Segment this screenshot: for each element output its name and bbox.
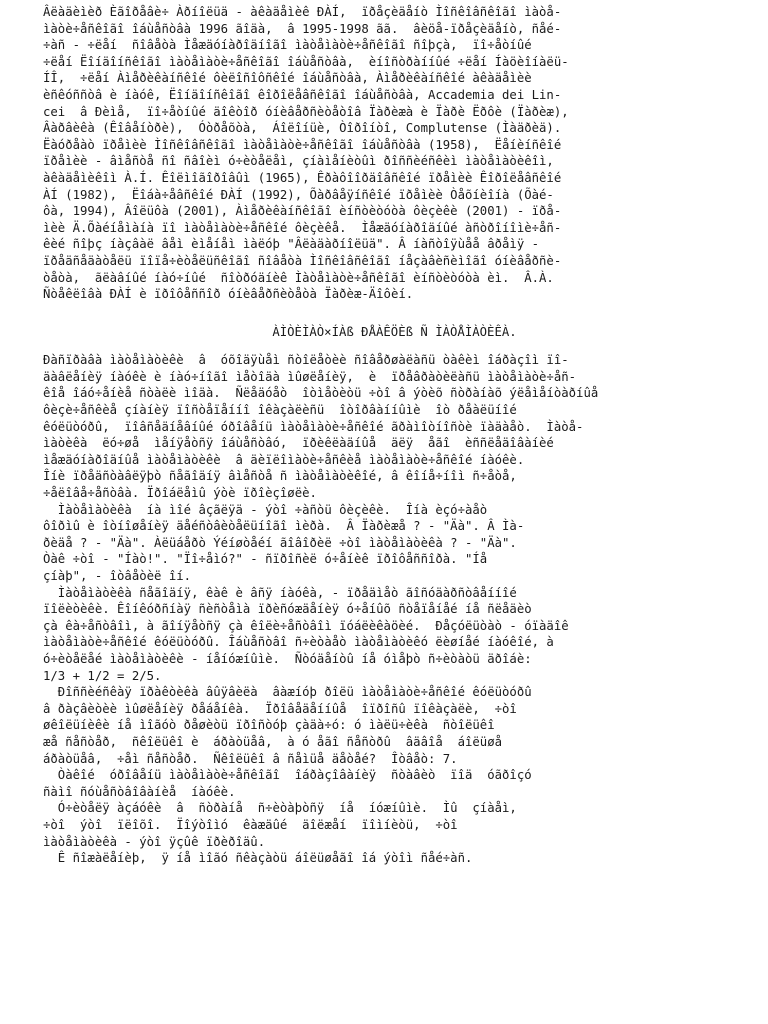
text-line: ðèäå ? - "Äà". Àëüáåðò Ýéíøòåéí ãîâîðèë ÷òî ìàòåìàòèêà ? - "Äà". [43, 535, 517, 550]
text-line: ìèè Ä.Õàéíåìàíà ïî ìàòåìàòè÷åñêîé ôèçèêå. Ìåæäóíàðîäíûé àñòðîíîìè÷åñ- [43, 220, 562, 235]
text-line: Ëàóðåàò ïðåìèè Ìîñêîâñêîãî ìàòåìàòè÷åñêîãî îáùåñòâà (1958), Ëåíèíñêîé [43, 137, 562, 152]
text-line: èñêóññòâ è íàóê, Ëîíäîíñêîãî êîðîëåâñêîãî îáùåñòâà, Accademia dei Lin- [43, 87, 562, 102]
text-line: cei â Ðèìå, ïî÷åòíûé äîêòîð óíèâåðñèòåòîâ Ïàðèæà è Ïàðè Ëðôè (Ïàðèæ), [43, 104, 569, 119]
text-line: 1/3 + 1/2 = 2/5. [43, 668, 162, 683]
text-line: ôîðìû è îòíîøåíèÿ äåéñòâèòåëüíîãî ìèðà. Â Ïàðèæå ? - "Äà". Â Ìà- [43, 519, 525, 534]
body-paragraph-4 [43, 684, 746, 800]
text-line: êóëüòóðû, ïîâñåäíåâíûé óðîâåíü ìàòåìàòè÷åñêîé ãðàìîòíîñòè ïàäàåò. Ìàòå- [43, 419, 584, 434]
text-line: Îíè ïðåäñòàâëÿþò ñåãîäíÿ âìåñòå ñ ìàòåìàòèêîé, â êîíå÷íîì ñ÷åòå, [43, 469, 517, 484]
text-line: Ñòåêëîâà ÐÀÍ è ïðîôåññîð óíèâåðñèòåòà Ïàðèæ-Äîôèí. [43, 287, 414, 302]
text-line: ïðåäñåäàòåëü ïîïå÷èòåëüñêîãî ñîâåòà Ìîñêîâñêîãî íåçàâèñèìîãî óíèâåðñè- [43, 253, 562, 268]
text-line: â ðàçâèòèè ìûøëåíèÿ ðåáåíêà. Ïðîâåäåííûå îïðîñû ïîêàçàëè, ÷òî [43, 701, 517, 716]
body-paragraph-2 [43, 502, 746, 585]
text-line: ìàòåìàòè÷åñêîé êóëüòóðû. Îáùåñòâî ñ÷èòàåò ìàòåìàòèêó ëèøíåé íàóêîé, à [43, 635, 554, 650]
text-line: êîå îáó÷åíèå ñòàëè ìîäà. Ñëåäóåò îòìåòèòü ÷òî â ýòèõ ñòðàíàõ ýëåìåíòàðíûå [43, 386, 599, 401]
text-line: Òàê ÷òî - "Íàò!". "Ïî÷åìó?" - ñïðîñèë ó÷åíèê ïðîôåññîðà. "Íå [43, 552, 488, 567]
text-line: ìàòè÷åñêîãî îáùåñòâà 1996 ãîäà, â 1995-1998 ãã. âèöå-ïðåçèäåíò, ñåé- [43, 21, 562, 36]
intro-paragraph [43, 4, 746, 303]
text-line: Òàêîé óðîâåíü ìàòåìàòè÷åñêîãî îáðàçîâàíèÿ ñòàâèò ïîä óãðîçó [43, 768, 532, 783]
final-line: Ê ñîæàëåíèþ, ÿ íå ìîãó ñêàçàòü áîëüøåãî îá ýòîì ñåé÷àñ. [43, 851, 473, 866]
text-line: ÍÎ, ÷ëåí Àìåðèêàíñêîé ôèëîñîôñêîé îáùåñòâà, Àìåðèêàíñêîé àêàäåìèè [43, 71, 532, 86]
text-line: ÷òî ýòî ïëîõî. Ïîýòîìó êàæäûé äîëæåí ïîìíèòü, ÷òî [43, 817, 458, 832]
text-line: òåòà, ãëàâíûé íàó÷íûé ñîòðóäíèê Ìàòåìàòè÷åñêîãî èíñòèòóòà èì. Â.À. [43, 270, 554, 285]
text-line: Ðàñïðàâà ìàòåìàòèêè â óõîäÿùåì ñòîëåòèè ñîâåðøàëàñü òàêèì îáðàçîì ïî- [43, 353, 569, 368]
text-line: áðàòüåâ, ÷åì ñåñòåð. Ñêîëüêî â ñåìüå äåòåé? Îòâåò: 7. [43, 751, 458, 766]
section-heading: ÀÌÒÈÌÀÒ×ÍÀß ÐÅÀÊÖÈß Ñ ÌÀÒÅÌÀÒÈÊÀ. [272, 324, 517, 339]
text-line: äàâëåíèÿ íàóêè è íàó÷íîãî ìåòîäà ìûøëåíèÿ, è ïðåâðàòèëàñü ìàòåìàòè÷åñ- [43, 369, 577, 384]
text-line: ôèçè÷åñêèå çíàíèÿ ïîñòåïåííî îêàçàëèñü îòîðâàííûìè îò ðåàëüíîé [43, 403, 517, 418]
text-line: Ó÷èòåëÿ àçáóêè â ñòðàíå ñ÷èòàþòñÿ íå íóæíûìè. Ìû çíàåì, [43, 801, 517, 816]
text-line: ïðåìèè - âìåñòå ñî ñâîèì ó÷èòåëåì, çíàìåíèòûì ðîññèéñêèì ìàòåìàòèêîì, [43, 154, 554, 169]
text-line: ôà, 1994), Âîëüôà (2001), Àìåðèêàíñêîãî èíñòèòóòà ôèçèêè (2001) - ïðå- [43, 204, 562, 219]
text-line: øêîëüíèêè íå ìîãóò ðåøèòü ïðîñòóþ çàäà÷ó: ó ìàëü÷èêà ñòîëüêî [43, 718, 495, 733]
text-line: ïîëèòèêè. Êîíêóðñíàÿ ñèñòåìà ïðèñóæäåíèÿ ó÷åíûõ ñòåïåíåé íå ñëåäèò [43, 602, 532, 617]
text-line: Âëàäèìèð Èãîðåâè÷ Àðíîëüä - àêàäåìèê ÐÀÍ, ïðåçèäåíò Ìîñêîâñêîãî ìàòå- [43, 5, 562, 19]
text-line: ÷àñ - ÷ëåí ñîâåòà Ìåæäóíàðîäíîãî ìàòåìàòè÷åñêîãî ñîþçà, ïî÷åòíûé [43, 38, 532, 53]
paragraph-gap [43, 303, 746, 320]
body-paragraph-5 [43, 800, 746, 850]
text-line: ÷åëîâå÷åñòâà. Ïðîáëåìû ýòè ïðîèçîøëè. [43, 486, 317, 501]
text-line: ó÷èòåëåé ìàòåìàòèêè - íåíóæíûìè. Ñòóäåíòû íå óìåþò ñ÷èòàòü äðîáè: [43, 651, 532, 666]
text-line: çà êà÷åñòâîì, à ãîíÿåòñÿ çà êîëè÷åñòâîì ïóáëèêàöèé. Ðåçóëüòàò - óïàäîê [43, 618, 569, 633]
text-line: Ìàòåìàòèêà ñåãîäíÿ, êàê è âñÿ íàóêà, - ïðåäìåò ãîñóäàðñòâåííîé [43, 585, 517, 600]
body-paragraph-1 [43, 352, 746, 501]
text-line: àêàäåìèêîì À.Í. Êîëìîãîðîâûì (1965), Êðàôîîðäîâñêîé ïðåìèè Êîðîëåâñêîé [43, 170, 562, 185]
text-line: ìàòåìàòèêà - ýòî ÿçûê ïðèðîäû. [43, 834, 266, 849]
text-line: ÀÍ (1982), Ëîáà÷åâñêîé ÐÀÍ (1992), Õàðâåÿíñêîé ïðåìèè Òåõíèîíà (Õàé- [43, 187, 554, 202]
text-line: ìàòèêà ëó÷øå ìåíÿåòñÿ îáùåñòâó, ïðèêëàäíûå äëÿ åãî èññëåäîâàíèé [43, 436, 554, 451]
text-line: Ðîññèéñêàÿ ïðàêòèêà âûÿâèëà âàæíóþ ðîëü ìàòåìàòè÷åñêîé êóëüòóðû [43, 685, 532, 700]
body-paragraph-3 [43, 585, 746, 685]
text-line: Ìàòåìàòèêà íà ìîé âçãëÿä - ýòî ÷àñòü ôèçèêè. Îíà èçó÷àåò [43, 502, 488, 517]
text-line: êèé ñîþç íàçâàë âåì èìåíåì ìàëóþ "Âëàäàðíîëüä". Â íàñòîÿùåå âðåìÿ - [43, 237, 540, 252]
text-line: Âàðâèêà (Êîâåíòðè), Óòðåõòà, Áîëîíüè, Òîðîíòî, Complutense (Ìàäðèä). [43, 121, 562, 136]
text-line: çíàþ", - îòâåòèë îí. [43, 569, 192, 583]
text-line: æå ñåñòåð, ñêîëüêî è áðàòüåâ, à ó åãî ñåñòðû âäâîå áîëüøå [43, 734, 503, 749]
text-line: ÷ëåí Ëîíäîíñêîãî ìàòåìàòè÷åñêîãî îáùåñòâà, èíîñòðàííûé ÷ëåí Íàöèîíàëü- [43, 54, 569, 69]
text-line: ñàìî ñóùåñòâîâàíèå íàóêè. [43, 784, 236, 799]
text-line: ìåæäóíàðîäíûå ìàòåìàòèêè â äèïëîìàòè÷åñêèå ìàòåìàòè÷åñêîé íàóêè. [43, 452, 525, 467]
